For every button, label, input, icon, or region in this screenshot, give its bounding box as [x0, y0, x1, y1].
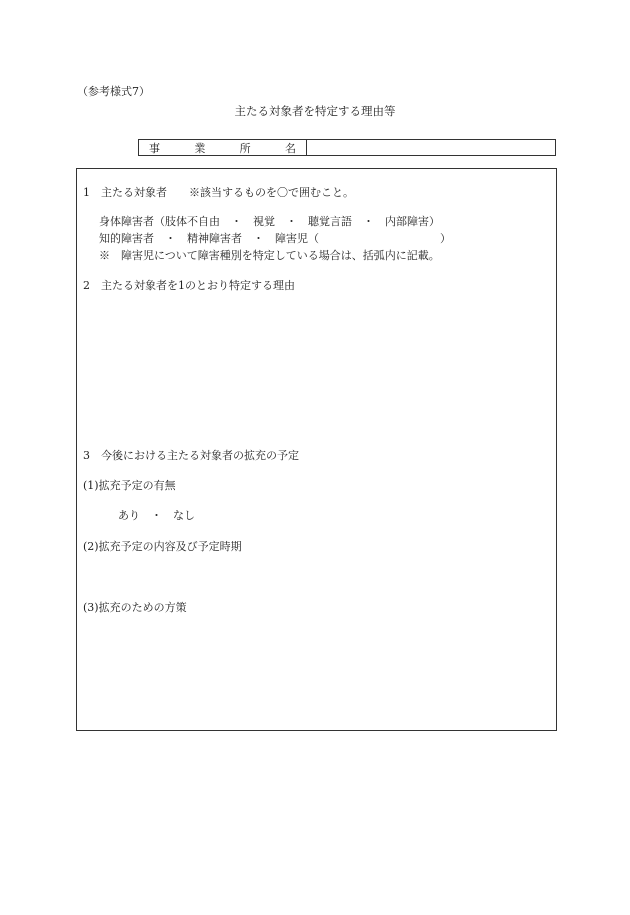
- section1-physical-disability-line: 身体障害者（肢体不自由 ・ 視覚 ・ 聴覚言語 ・ 内部障害）: [99, 215, 440, 228]
- section1-note: ※ 障害児について障害種別を特定している場合は、括弧内に記載。: [99, 249, 440, 262]
- office-name-label: [139, 140, 307, 155]
- document-title: 主たる対象者を特定する理由等: [234, 104, 396, 118]
- section2-answer-area[interactable]: [83, 297, 543, 442]
- section3-sub2-answer-area[interactable]: [83, 557, 543, 599]
- office-label-char-3: 所: [239, 141, 251, 155]
- office-label-char-1: 事: [149, 141, 160, 155]
- section1-intellectual-disability-line: 知的障害者 ・ 精神障害者 ・ 障害児（ ）: [99, 232, 451, 245]
- main-form-box: [76, 168, 557, 731]
- expansion-yes-no-options[interactable]: あり ・ なし: [118, 509, 195, 522]
- office-name-field[interactable]: [307, 140, 555, 155]
- section3-sub2-label: (2)拡充予定の内容及び予定時期: [83, 540, 242, 553]
- section3-heading: 3 今後における主たる対象者の拡充の予定: [83, 449, 299, 462]
- section1-heading: 1 主たる対象者 ※該当するものを〇で囲むこと。: [83, 186, 354, 199]
- section2-heading: 2 主たる対象者を1のとおり特定する理由: [83, 279, 295, 292]
- section3-sub1-label: (1)拡充予定の有無: [83, 479, 176, 492]
- section3-sub3-label: (3)拡充のための方策: [83, 601, 187, 614]
- section3-sub3-answer-area[interactable]: [83, 619, 543, 719]
- office-label-char-2: 業: [194, 141, 206, 155]
- form-label: （参考様式7）: [77, 85, 150, 98]
- office-label-char-4: 名: [284, 141, 296, 155]
- office-name-table: [138, 139, 556, 156]
